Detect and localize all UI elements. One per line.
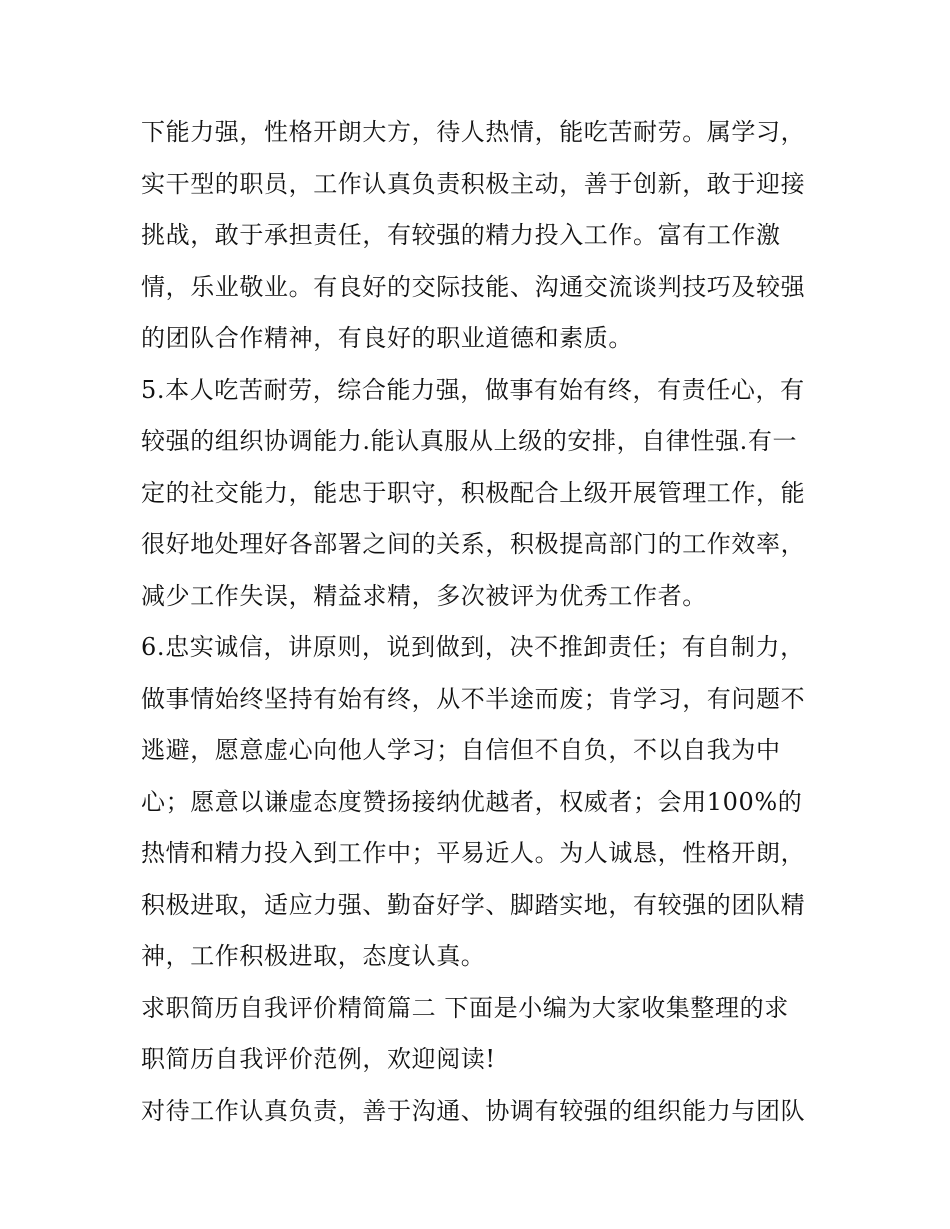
text-line: 情，乐业敬业。有良好的交际技能、沟通交流谈判技巧及较强 bbox=[141, 272, 806, 301]
text-line: 做事情始终坚持有始有终，从不半途而废；肯学习，有问题不 bbox=[141, 684, 806, 713]
text-line: 5.本人吃苦耐劳，综合能力强，做事有始有终，有责任心，有 bbox=[141, 375, 805, 404]
text-line: 热情和精力投入到工作中；平易近人。为人诚恳，性格开朗， bbox=[141, 839, 806, 867]
document-body bbox=[141, 107, 821, 1137]
text-line: 挑战，敢于承担责任，有较强的精力投入工作。富有工作激 bbox=[141, 221, 781, 249]
text-line: 定的社交能力，能忠于职守，积极配合上级开展管理工作，能 bbox=[141, 478, 806, 507]
text-line: 对待工作认真负责，善于沟通、协调有较强的组织能力与团队 bbox=[141, 1096, 806, 1125]
text-line: 6.忠实诚信，讲原则，说到做到，决不推卸责任；有自制力， bbox=[141, 633, 805, 661]
text-line: 很好地处理好各部署之间的关系，积极提高部门的工作效率， bbox=[141, 530, 806, 558]
text-line: 心；愿意以谦虚态度赞扬接纳优越者，权威者；会用100%的 bbox=[141, 787, 803, 816]
text-line: 的团队合作精神，有良好的职业道德和素质。 bbox=[141, 324, 633, 352]
text-line: 实干型的职员，工作认真负责积极主动，善于创新，敢于迎接 bbox=[141, 169, 806, 198]
text-line: 减少工作失误，精益求精，多次被评为优秀工作者。 bbox=[141, 581, 707, 610]
text-line: 较强的组织协调能力.能认真服从上级的安排，自律性强.有一 bbox=[141, 427, 798, 455]
text-line: 逃避，愿意虚心向他人学习；自信但不自负，不以自我为中 bbox=[141, 736, 781, 764]
text-line: 求职简历自我评价精简篇二 下面是小编为大家收集整理的求 bbox=[141, 993, 789, 1022]
text-line: 职简历自我评价范例，欢迎阅读! bbox=[141, 1045, 496, 1073]
text-line: 神，工作积极进取，态度认真。 bbox=[141, 942, 486, 970]
text-line: 积极进取，适应力强、勤奋好学、脚踏实地，有较强的团队精 bbox=[141, 890, 806, 919]
text-line: 下能力强，性格开朗大方，待人热情，能吃苦耐劳。属学习， bbox=[141, 118, 806, 146]
